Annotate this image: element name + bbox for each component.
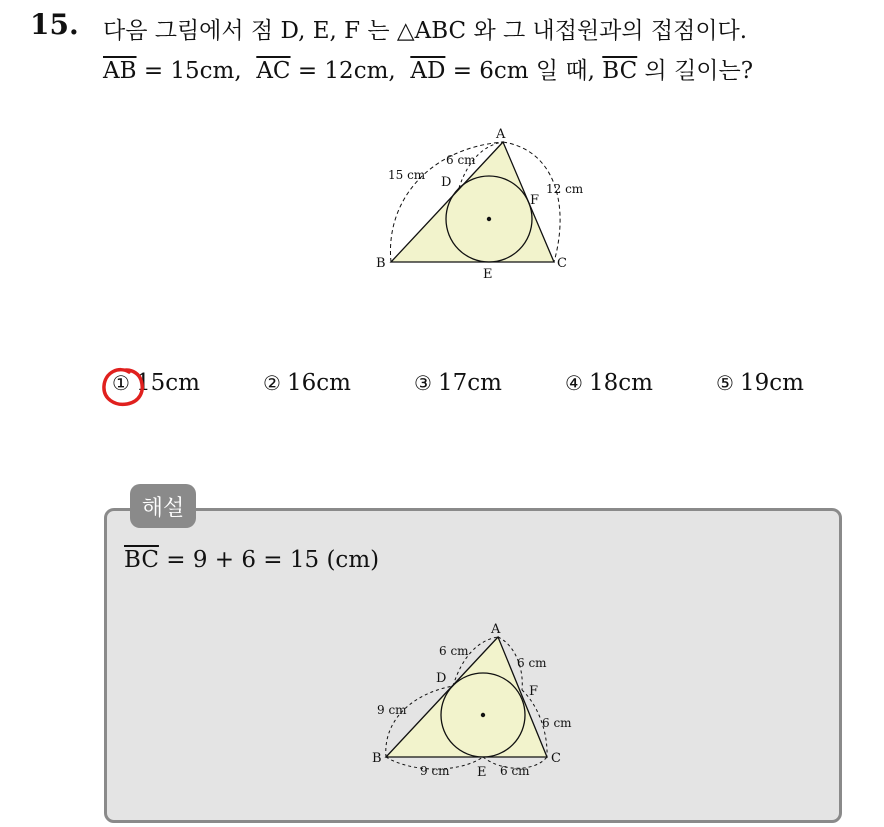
label-a: A — [496, 127, 506, 142]
choice-5-text: 19cm — [739, 370, 804, 396]
solution-length-bd: 9 cm — [377, 703, 407, 717]
solution-label-e: E — [477, 765, 487, 780]
choice-3-text: 17cm — [437, 370, 502, 396]
choice-4-text: 18cm — [588, 370, 653, 396]
question-number: 15. — [30, 8, 79, 41]
incenter-dot — [487, 217, 491, 221]
choice-2-number: ② — [263, 371, 281, 395]
solution-incenter-dot — [481, 713, 485, 717]
solution-label-f: F — [529, 684, 539, 699]
choice-2-text: 16cm — [286, 370, 351, 396]
solution-length-ec: 6 cm — [500, 764, 530, 778]
choice-3-number: ③ — [414, 371, 432, 395]
solution-length-af: 6 cm — [517, 656, 547, 670]
solution-length-cf: 6 cm — [542, 716, 572, 730]
segment-bc: $\overline{BC}$ — [602, 58, 638, 84]
segment-ab-value: = 15cm, — [136, 58, 242, 84]
label-d: D — [441, 175, 452, 190]
choice-4-number: ④ — [565, 371, 583, 395]
length-ad: 6 cm — [446, 153, 476, 167]
answer-circle-mark — [99, 364, 149, 410]
label-b: B — [376, 256, 386, 271]
solution-label-c: C — [551, 751, 561, 766]
solution-equation-rest: = 9 + 6 = 15 (cm) — [158, 547, 380, 573]
question-text-line2 — [103, 52, 753, 85]
solution-label-b: B — [372, 751, 382, 766]
question-tail: 의 길이는? — [637, 58, 754, 84]
solution-length-be: 9 cm — [420, 764, 450, 778]
label-f: F — [530, 193, 540, 208]
choice-2[interactable] — [263, 370, 351, 396]
solution-segment-bc: $\overline{BC}$ — [124, 547, 159, 573]
solution-label-d: D — [436, 671, 447, 686]
label-e: E — [483, 267, 493, 282]
solution-label-a: A — [491, 622, 501, 637]
segment-ac: $\overline{AC}$ — [256, 58, 291, 84]
solution-figure — [368, 612, 593, 784]
solution-length-ad: 6 cm — [439, 644, 469, 658]
solution-equation — [124, 547, 379, 573]
choice-4[interactable] — [565, 370, 653, 396]
question-text-line1: 다음 그림에서 점 D, E, F 는 △ABC 와 그 내접원과의 접점이다. — [103, 18, 748, 44]
segment-ad: $\overline{AD}$ — [410, 58, 446, 84]
question-figure — [370, 118, 600, 288]
choice-5[interactable] — [716, 370, 804, 396]
solution-tag: 해설 — [130, 484, 196, 528]
label-c: C — [557, 256, 567, 271]
segment-ab: $\overline{AB}$ — [103, 58, 137, 84]
length-ac: 12 cm — [546, 182, 584, 196]
choice-3[interactable] — [414, 370, 502, 396]
length-ab: 15 cm — [388, 168, 426, 182]
segment-ad-value: = 6cm 일 때, — [445, 58, 603, 84]
choice-5-number: ⑤ — [716, 371, 734, 395]
choice-1-number: ① — [112, 371, 130, 395]
choice-1-text: 15cm — [135, 370, 200, 396]
segment-ac-value: = 12cm, — [290, 58, 396, 84]
